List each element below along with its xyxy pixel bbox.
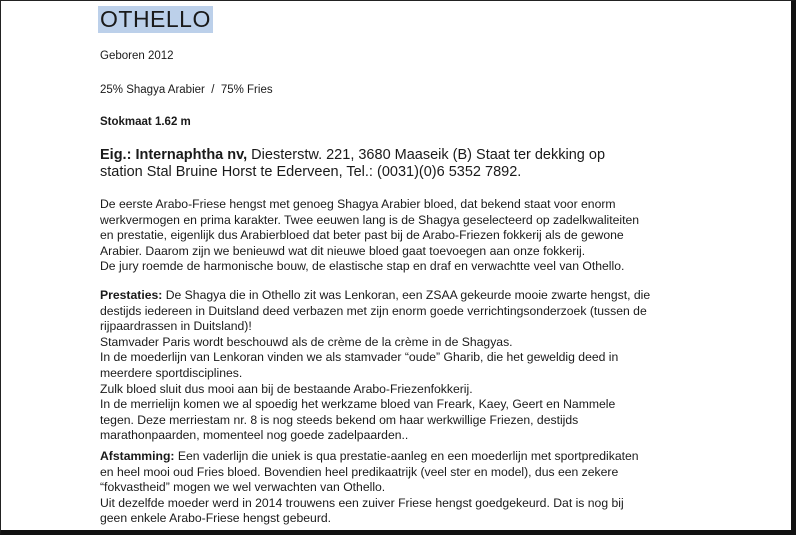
intro-line: De eerste Arabo-Friese hengst met genoeg Shagya Arabier bloed, dat bekend staat voor enorm [100, 197, 616, 211]
afstamming-line: Een vaderlijn die uniek is qua prestatie-aanleg en een moederlijn met sportpredikaten [174, 449, 639, 463]
afstamming-line: geen enkele Arabo-Friese hengst gebeurd. [100, 511, 332, 526]
prestaties-line: Stamvader Paris wordt beschouwd als de crème de la crème in de Shagyas. [100, 334, 513, 349]
prestaties-paragraph [100, 288, 700, 444]
afstamming-line: “fokvastheid” mogen we wel verwachten van Othello. [100, 480, 386, 495]
prestaties-line: In de merrielijn komen we al spoedig het werkzame bloed van Freark, Kaey, Geert en Nammele [100, 397, 616, 412]
prestaties-line: De Shagya die in Othello zit was Lenkoran, een ZSAA gekeurde mooie zwarte hengst, die [162, 288, 651, 302]
owner-label: Eig.: Internaphtha nv, [100, 147, 248, 163]
afstamming-line: Uit dezelfde moeder werd in 2014 trouwens een zuiver Friese hengst goedgekeurd. Dat is nog bij [100, 495, 624, 510]
intro-line: De jury roemde de harmonische bouw, de elastische stap en draf en verwachtte veel van Othello. [100, 259, 625, 274]
intro-line: en prestatie, eigenlijk dus Arabierbloed dat beter past bij de Arabo-Friezen fokkerij als de gewone [100, 228, 624, 243]
prestaties-line: destijds iedereen in Duitsland deed verbazen met zijn enorm goede verrichtingsonderzoek (tussen de [100, 303, 647, 318]
prestaties-line: Zulk bloed sluit dus mooi aan bij de bestaande Arabo-Friezenfokkerij. [100, 381, 473, 396]
page-title: OTHELLO [100, 6, 211, 32]
prestaties-line: In de moederlijn van Lenkoran vinden we als stamvader “oude” Gharib, die het geweldig deed in [100, 350, 619, 365]
breed-text: 25% Shagya Arabier / 75% Fries [100, 84, 273, 96]
intro-paragraph [100, 197, 700, 275]
height-text: Stokmaat 1.62 m [100, 116, 191, 128]
owner-line2: station Stal Bruine Horst te Ederveen, Tel.: (0031)(0)6 5352 7892. [100, 164, 522, 180]
prestaties-line: rijpaardrassen in Duitsland)! [100, 319, 252, 334]
intro-line: Arabier. Daarom zijn we benieuwd wat dit nieuwe bloed gaat toevoegen aan onze fokkerij. [100, 243, 586, 258]
prestaties-line: meerdere sportdisciplines. [100, 365, 243, 380]
owner-line1: Diesterstw. 221, 3680 Maaseik (B) Staat ter dekking op [247, 147, 606, 163]
prestaties-line: marathonpaarden, momenteel nog goede zadelpaarden.. [100, 428, 409, 443]
afstamming-label: Afstamming: [100, 449, 175, 463]
intro-line: werkvermogen en prima karakter. Twee eeuwen lang is de Shagya geselecteerd op zadelkwaliteiten [100, 212, 640, 227]
afstamming-paragraph [100, 449, 700, 527]
born-text: Geboren 2012 [100, 50, 174, 62]
prestaties-line: tegen. Deze merriestam nr. 8 is nog steeds bekend om haar werkwillige Friezen, destijds [100, 412, 579, 427]
owner-block [100, 147, 660, 181]
prestaties-label: Prestaties: [100, 288, 163, 302]
afstamming-line: en heel mooi oud Fries bloed. Bovendien heel predikaatrijk (veel ster en model), dus een zekere [100, 464, 619, 479]
